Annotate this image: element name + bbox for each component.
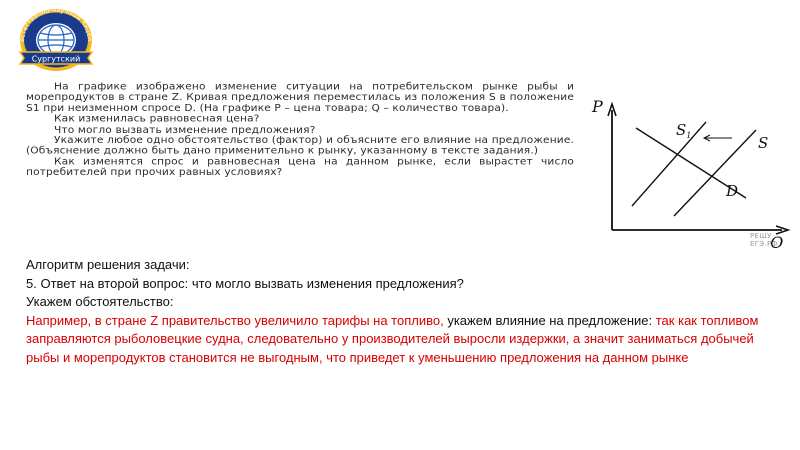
q-label: Q bbox=[770, 233, 784, 248]
answer-red-2: так как топливом заправляются рыболовецкие судна, следовательно у производителей выросли издержки, а значит заниматься добычей рыбы и морепродуктов становится не выгодным, что приведет к уменьшению предложения на данном рынке bbox=[26, 312, 759, 365]
supply-curve-s bbox=[674, 130, 756, 216]
solution-factor-label: Укажем обстоятельство: bbox=[26, 294, 174, 309]
solution-block bbox=[26, 256, 766, 367]
p-label: P bbox=[592, 97, 603, 116]
task-paragraph-2: Как изменилась равновесная цена? bbox=[54, 113, 260, 125]
d-label: D bbox=[726, 182, 739, 200]
logo-emblem bbox=[10, 6, 102, 72]
task-paragraph-4: Укажите любое одно обстоятельство (фактор) и объясните его влияние на предложение. (Объяснение должно быть дано применительно к рынку, указанному в тексте задания.) bbox=[26, 134, 574, 157]
watermark: РЕШУ ЕГЭ.РФ bbox=[750, 232, 778, 248]
solution-question: 5. Ответ на второй вопрос: что могло вызвать изменения предложения? bbox=[26, 275, 464, 291]
logo-ribbon-text: Сургутский bbox=[31, 54, 81, 64]
solution-answer bbox=[26, 312, 766, 368]
answer-red-1: Например, в стране Z правительство увеличило тарифы на топливо, bbox=[26, 312, 444, 328]
answer-black: укажем влияние на предложение: bbox=[443, 312, 653, 328]
task-text bbox=[26, 82, 574, 178]
supply-demand-graph bbox=[586, 88, 796, 248]
s1-label: $S_1$ bbox=[676, 121, 692, 140]
s-label: S bbox=[758, 134, 769, 152]
task-paragraph-3: Что могло вызвать изменение предложения? bbox=[54, 123, 316, 136]
graph-svg bbox=[586, 88, 796, 248]
solution-heading: Алгоритм решения задачи: bbox=[26, 257, 190, 272]
logo-arc-text: естественно-научный лицей bbox=[17, 6, 95, 43]
task-paragraph-5: Как изменятся спрос и равновесная цена на данном рынке, если вырастет число потребителей при прочих равных условиях? bbox=[26, 156, 574, 179]
school-logo bbox=[10, 6, 102, 72]
task-paragraph-1: На графике изображено изменение ситуации на потребительском рынке рыбы и морепродуктов в стране Z. Кривая предложения переместилась из положения S в положение S1 при неизменном спросе D. (На графике P – цена товара; Q – количество товара). bbox=[26, 81, 574, 114]
